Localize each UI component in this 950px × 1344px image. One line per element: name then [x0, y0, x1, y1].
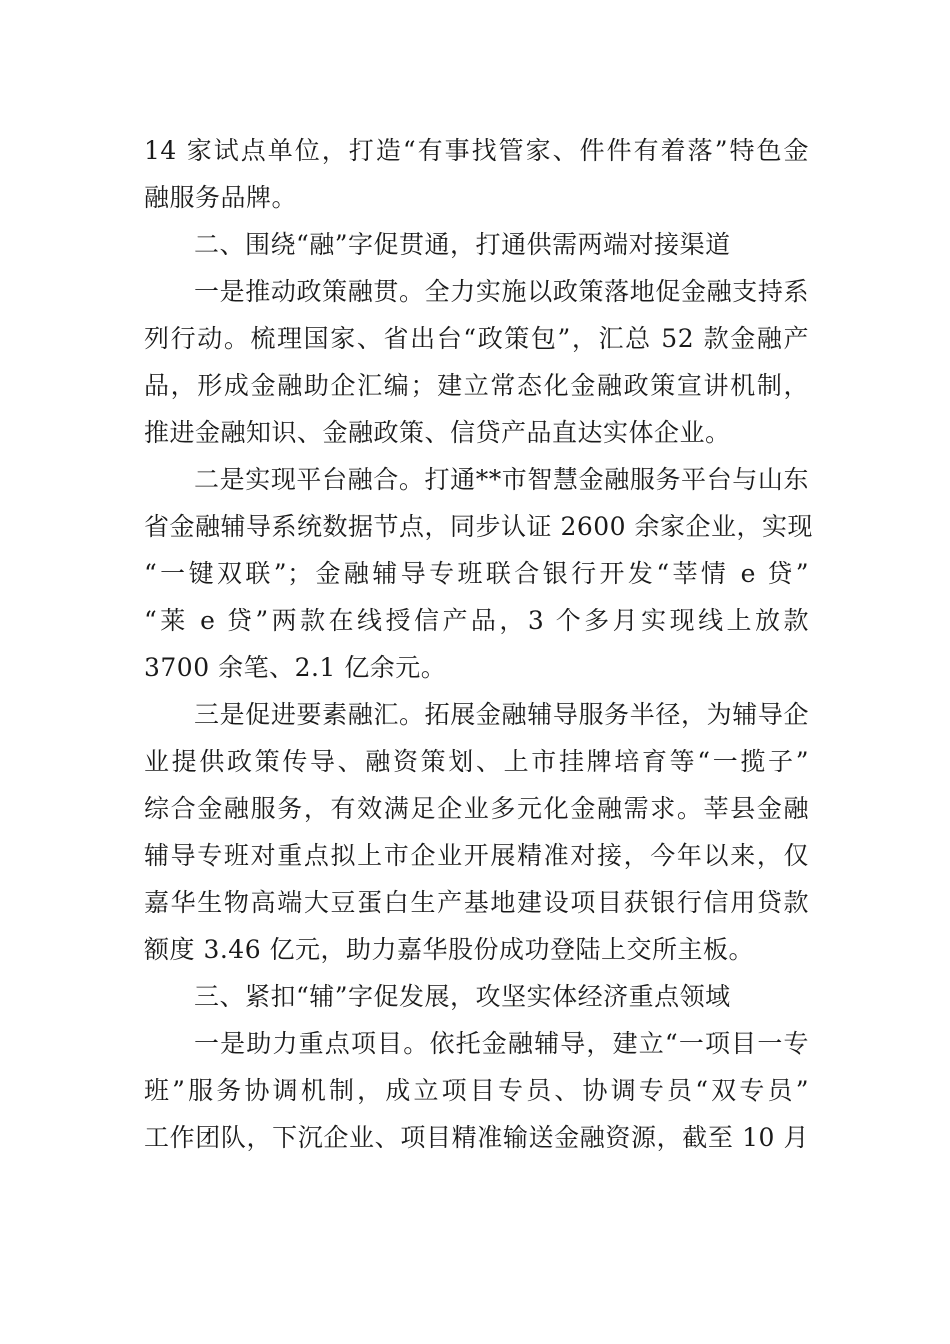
section-heading: 三、紧扣“辅”字促发展，攻坚实体经济重点领域 — [194, 982, 731, 1011]
document-body — [144, 127, 814, 1161]
text-line: 三是促进要素融汇。拓展金融辅导服务半径，为辅导企 — [194, 700, 809, 729]
text-line: 列行动。梳理国家、省出台“政策包”，汇总 52 款金融产 — [144, 324, 809, 353]
section-heading: 二、围绕“融”字促贯通，打通供需两端对接渠道 — [194, 230, 731, 259]
text-line: 班”服务协调机制，成立项目专员、协调专员“双专员” — [144, 1076, 809, 1105]
text-line: 工作团队，下沉企业、项目精准输送金融资源，截至 10 月 — [144, 1123, 809, 1152]
text-line: 二是实现平台融合。打通**市智慧金融服务平台与山东 — [194, 465, 809, 494]
text-line: “莱 e 贷”两款在线授信产品，3 个多月实现线上放款 — [144, 606, 809, 635]
text-line: “一键双联”；金融辅导专班联合银行开发“莘情 e 贷” — [144, 559, 809, 588]
text-line: 推进金融知识、金融政策、信贷产品直达实体企业。 — [144, 418, 731, 447]
text-line: 业提供政策传导、融资策划、上市挂牌培育等“一揽子” — [144, 747, 809, 776]
text-line: 3700 余笔、2.1 亿余元。 — [144, 653, 447, 682]
text-line: 嘉华生物高端大豆蛋白生产基地建设项目获银行信用贷款 — [144, 888, 809, 917]
text-line: 品，形成金融助企汇编；建立常态化金融政策宣讲机制， — [144, 371, 809, 400]
text-line: 一是推动政策融贯。全力实施以政策落地促金融支持系 — [194, 277, 809, 306]
text-line: 14 家试点单位，打造“有事找管家、件件有着落”特色金 — [144, 136, 809, 165]
text-line: 一是助力重点项目。依托金融辅导，建立“一项目一专 — [194, 1029, 809, 1058]
text-line: 综合金融服务，有效满足企业多元化金融需求。莘县金融 — [144, 794, 809, 823]
text-line: 辅导专班对重点拟上市企业开展精准对接，今年以来，仅 — [144, 841, 809, 870]
text-line: 省金融辅导系统数据节点，同步认证 2600 余家企业，实现 — [144, 512, 814, 541]
text-line: 融服务品牌。 — [144, 183, 298, 212]
text-line: 额度 3.46 亿元，助力嘉华股份成功登陆上交所主板。 — [144, 935, 755, 964]
